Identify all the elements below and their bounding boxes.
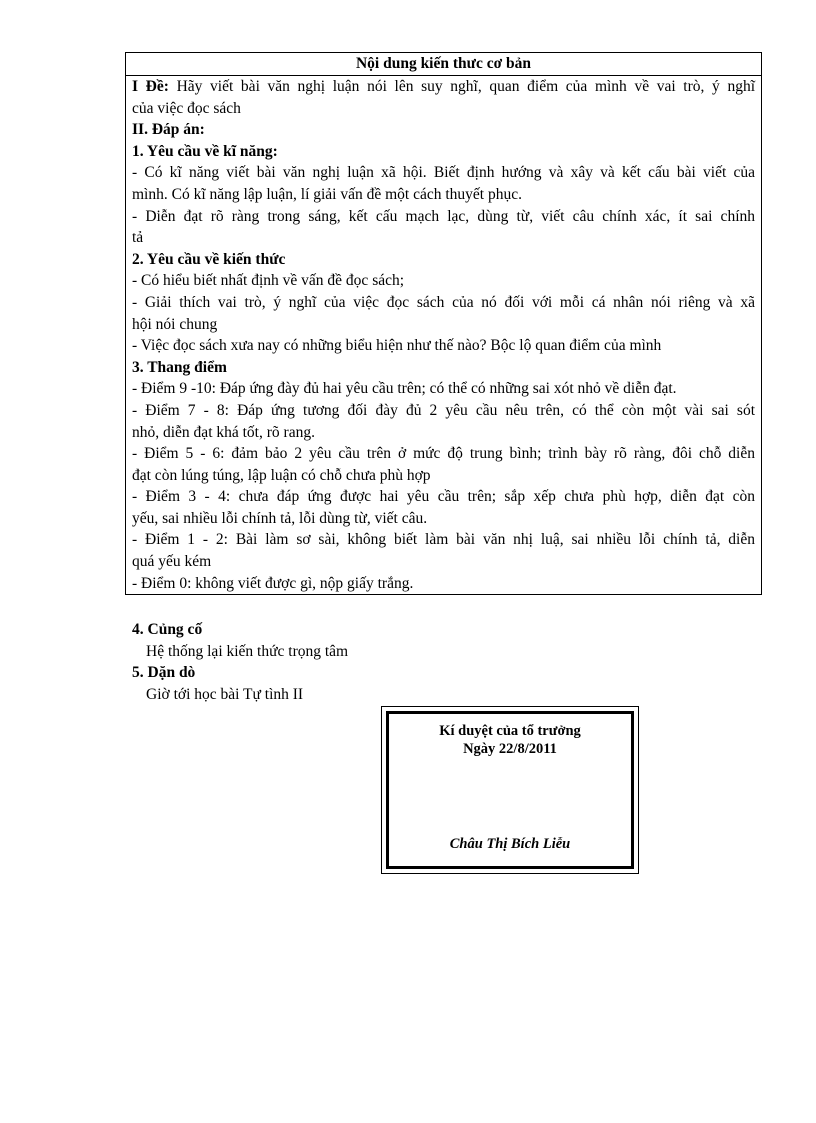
kinang-line-2b: tả <box>132 229 144 247</box>
kienthuc-line-2b: hội nói chung <box>132 315 218 333</box>
thangdiem-line-5a: - Điểm 1 - 2: Bài làm sơ sài, không biết làm bài văn nhị luậ, sai nhiều lỗi chính tả, diễn <box>132 531 755 549</box>
thangdiem-line-3a: - Điểm 5 - 6: đảm bảo 2 yêu cầu trên ở mức độ trung bình; trình bày rõ ràng, đôi chỗ diễn <box>132 445 755 463</box>
thangdiem-heading: 3. Thang điểm <box>132 358 227 376</box>
section4-title: 4. Củng cố <box>132 621 203 638</box>
approval-box-inner <box>386 711 634 869</box>
de-text: Hãy viết bài văn nghị luận nói lên suy nghĩ, quan điểm của mình về vai trò, ý nghĩ <box>176 78 755 95</box>
approval-box <box>381 706 639 874</box>
closing-sections <box>132 619 348 705</box>
thangdiem-line-4a: - Điểm 3 - 4: chưa đáp ứng được hai yêu cầu trên; sắp xếp chưa phù hợp, diễn đạt còn <box>132 488 755 506</box>
de-line-1 <box>132 76 755 98</box>
kienthuc-line-2a: - Giải thích vai trò, ý nghĩ của việc đọc sách của nó đối với mỗi cá nhân nói riêng và xã <box>132 293 755 311</box>
dapan-heading: II. Đáp án: <box>132 121 205 139</box>
approval-signer: Châu Thị Bích Liễu <box>449 836 571 852</box>
thangdiem-line-3b: đạt còn lúng túng, lập luận có chỗ chưa phù hợp <box>132 466 431 484</box>
kienthuc-line-3: - Việc đọc sách xưa nay có những biểu hiện như thế nào? Bộc lộ quan điểm của mình <box>132 337 662 355</box>
approval-date: Ngày 22/8/2011 <box>463 741 557 757</box>
de-line-2: của việc đọc sách <box>132 99 241 117</box>
thangdiem-line-6: - Điểm 0: không viết được gì, nộp giấy trắng. <box>132 574 414 592</box>
section4-text: Hệ thống lại kiến thức trọng tâm <box>146 642 349 660</box>
kienthuc-line-1: - Có hiểu biết nhất định về vấn đề đọc sách; <box>132 272 405 290</box>
table-header: Nội dung kiến thưc cơ bản <box>126 53 761 76</box>
kienthuc-heading: 2. Yêu cầu về kiến thức <box>132 250 286 268</box>
kinang-line-2a: - Diễn đạt rõ ràng trong sáng, kết cấu mạch lạc, dùng từ, viết câu chính xác, ít sai chính <box>132 207 755 225</box>
content-table <box>125 52 762 595</box>
thangdiem-line-4b: yếu, sai nhiều lỗi chính tả, lỗi dùng từ, viết câu. <box>132 509 428 527</box>
de-label: I Đề: <box>132 78 169 95</box>
approval-title: Kí duyệt của tổ trưởng <box>439 723 581 739</box>
section5-title: 5. Dặn dò <box>132 664 196 682</box>
table-body <box>126 76 761 594</box>
thangdiem-line-2b: nhỏ, diễn đạt khá tốt, rõ rang. <box>132 423 315 441</box>
kinang-heading: 1. Yêu cầu về kĩ năng: <box>132 142 278 160</box>
section5-text: Giờ tới học bài Tự tình II <box>146 685 304 703</box>
kinang-line-1a: - Có kĩ năng viết bài văn nghị luận xã hội. Biết định hướng và xây và kết cấu bài viết của <box>132 164 755 182</box>
thangdiem-line-2a: - Điểm 7 - 8: Đáp ứng tương đối đày đủ 2 yêu cầu nêu trên, có thể còn một vài sai sót <box>132 401 755 419</box>
thangdiem-line-5b: quá yếu kém <box>132 553 212 571</box>
kinang-line-1b: mình. Có kĩ năng lập luận, lí giải vấn đề một cách thuyết phục. <box>132 185 522 203</box>
thangdiem-line-1: - Điểm 9 -10: Đáp ứng đày đủ hai yêu cầu trên; có thể có những sai xót nhỏ về diễn đạt. <box>132 380 677 398</box>
